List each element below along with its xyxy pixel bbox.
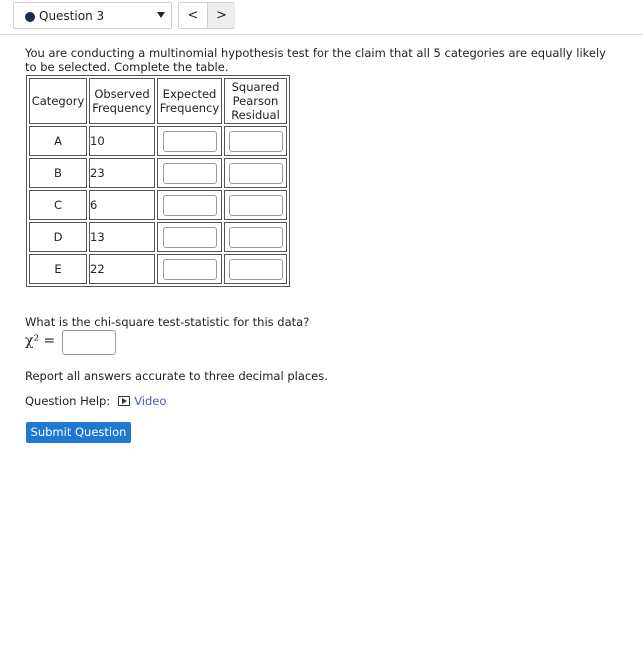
residual-cell <box>224 222 287 252</box>
expected-cell <box>157 126 222 156</box>
observed-cell: 23 <box>89 158 155 188</box>
chi-square-question: What is the chi-square test-statistic for this data? <box>25 315 310 329</box>
question-help-label: Question Help: <box>25 394 111 408</box>
header-observed-frequency: Observed Frequency <box>89 78 155 124</box>
previous-question-button[interactable]: < <box>179 3 207 28</box>
category-cell: B <box>29 158 87 188</box>
expected-cell <box>157 190 222 220</box>
header-expected-frequency: Expected Frequency <box>157 78 222 124</box>
table-row <box>29 222 287 252</box>
table-row <box>29 254 287 284</box>
chi-square-input[interactable] <box>62 330 116 355</box>
submit-question-button[interactable]: Submit Question <box>26 422 131 443</box>
category-cell: C <box>29 190 87 220</box>
expected-input[interactable] <box>163 259 217 280</box>
question-pager <box>178 2 235 29</box>
video-link[interactable]: Video <box>134 394 167 408</box>
expected-input[interactable] <box>163 131 217 152</box>
question-nav-bar <box>0 0 643 35</box>
question-help <box>25 394 166 408</box>
question-select[interactable] <box>13 2 172 29</box>
table-row <box>29 126 287 156</box>
residual-cell <box>224 190 287 220</box>
category-cell: A <box>29 126 87 156</box>
question-select-label: Question 3 <box>39 9 105 23</box>
video-icon[interactable] <box>118 396 130 406</box>
residual-input[interactable] <box>229 131 283 152</box>
residual-input[interactable] <box>229 227 283 248</box>
category-cell: E <box>29 254 87 284</box>
observed-cell: 22 <box>89 254 155 284</box>
table-header-row <box>29 78 287 124</box>
observed-cell: 6 <box>89 190 155 220</box>
expected-input[interactable] <box>163 227 217 248</box>
expected-cell <box>157 158 222 188</box>
observed-cell: 13 <box>89 222 155 252</box>
observed-cell: 10 <box>89 126 155 156</box>
residual-input[interactable] <box>229 195 283 216</box>
question-status-dot-icon <box>25 12 35 22</box>
expected-input[interactable] <box>163 163 217 184</box>
header-category: Category <box>29 78 87 124</box>
residual-input[interactable] <box>229 259 283 280</box>
expected-input[interactable] <box>163 195 217 216</box>
residual-cell <box>224 126 287 156</box>
residual-cell <box>224 158 287 188</box>
chevron-down-icon <box>157 12 165 18</box>
table-row <box>29 158 287 188</box>
chi-square-symbol: χ² = <box>25 333 56 349</box>
header-squared-pearson-residual: Squared Pearson Residual <box>224 78 287 124</box>
expected-cell <box>157 222 222 252</box>
frequency-table <box>26 75 290 287</box>
rounding-instructions: Report all answers accurate to three decimal places. <box>25 369 328 383</box>
question-prompt: You are conducting a multinomial hypothesis test for the claim that all 5 categories are equally likely to be selected. Complete the table. <box>25 46 606 74</box>
category-cell: D <box>29 222 87 252</box>
next-question-button[interactable]: > <box>207 3 235 28</box>
residual-input[interactable] <box>229 163 283 184</box>
residual-cell <box>224 254 287 284</box>
table-row <box>29 190 287 220</box>
expected-cell <box>157 254 222 284</box>
